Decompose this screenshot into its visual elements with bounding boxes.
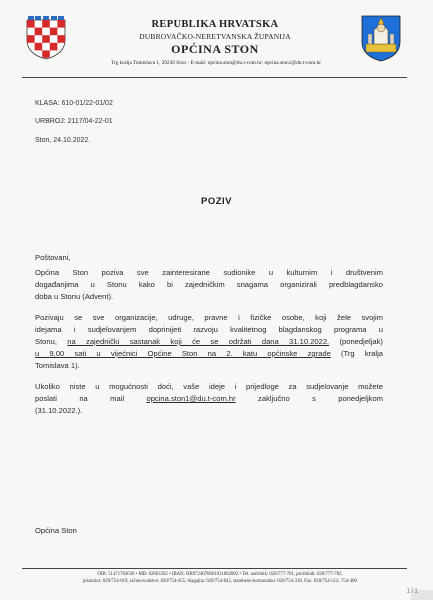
meeting-location: u 9,00 sati u vijećnici Općine Ston na 2. katu općinske zgrade [35, 349, 331, 358]
croatian-coat-of-arms [26, 16, 66, 60]
paragraph-3-line-3: (31.10.2022.). [35, 406, 83, 415]
document-date: Ston, 24.10.2022. [35, 137, 91, 144]
paragraph-1-line-2: događanjima u Stonu kako bi zajedničkim snagama organizirali predblagdansko [35, 280, 383, 289]
paragraph-2-line-3 [35, 337, 383, 346]
signature: Općina Ston [35, 526, 77, 535]
paragraph-2-line-1: Pozivaju se sve organizacije, udruge, pravne i fizičke osobe, koji žele svojim [35, 313, 383, 322]
header-municipality: OPĆINA STON [171, 42, 259, 56]
greeting: Poštovani, [35, 253, 71, 262]
page-indicator: 1/1 [406, 588, 419, 595]
meeting-address-start: (Trg kralja [341, 349, 383, 358]
paragraph-3-line-1: Ukoliko niste u mogućnosti doći, vaše ideje i prijedloge za sudjelovanje možete [35, 382, 383, 391]
document-title: POZIV [200, 196, 232, 207]
meeting-announcement: na zajednički sastanak koji će se održati dana 31.10.2022. [67, 337, 330, 346]
paragraph-2-line-2: idejama i sudjelovanjem doprinijeti razvoju kvalitetnog blagdanskog programa u [35, 325, 383, 334]
paragraph-2-line-4 [35, 349, 383, 358]
paragraph-2-line-3-start: Stonu, [35, 337, 57, 346]
klasa-reference: KLASA: 610-01/22-01/02 [35, 100, 113, 107]
paragraph-1-line-3: doba u Stonu (Advent). [35, 292, 114, 301]
meeting-weekday: (ponedjeljak) [339, 337, 383, 346]
header-republic: REPUBLIKA HRVATSKA [151, 19, 279, 30]
contact-email-link[interactable]: opcina.ston1@du.t-com.hr [146, 394, 236, 403]
paragraph-3-line-2 [35, 394, 383, 403]
footer-line-2: pisarnica: 020/754-019, računovodstvo: 020/754-455, blagajna: 020/754-842, stambeno-komunalno: 020/754-318, Fax: 020/754-512; 754-400 [83, 579, 357, 584]
ston-coat-of-arms [360, 14, 402, 62]
paragraph-1-line-1: Općina Ston poziva sve zainteresirane sudionike u kulturnim i društvenim [35, 268, 383, 277]
paragraph-3-send-text: poslati na mail [35, 394, 125, 403]
paragraph-2-line-5: Tomislava 1). [35, 361, 80, 370]
urbroj-reference: URBROJ: 2117/04-22-01 [35, 118, 113, 125]
footer-divider [22, 568, 407, 569]
paragraph-3-deadline-text: zaključno s ponedjeljkom [258, 394, 383, 403]
header-county: DUBROVAČKO-NERETVANSKA ŽUPANIJA [139, 32, 291, 41]
header-address: Trg kralja Tomislava 1, 20230 Ston - E-mail: opcina.ston@du.t-com.hr; opcina.ston1@du.t-com.hr [110, 60, 322, 66]
footer-line-1: OIB: 51471783630 • MB: 02663562 • IBAN: HR9724070001811002002 • Tel. načelnik: 020/777-701, pročelnik: 020/777-782, [97, 572, 343, 577]
header-divider [22, 77, 407, 78]
